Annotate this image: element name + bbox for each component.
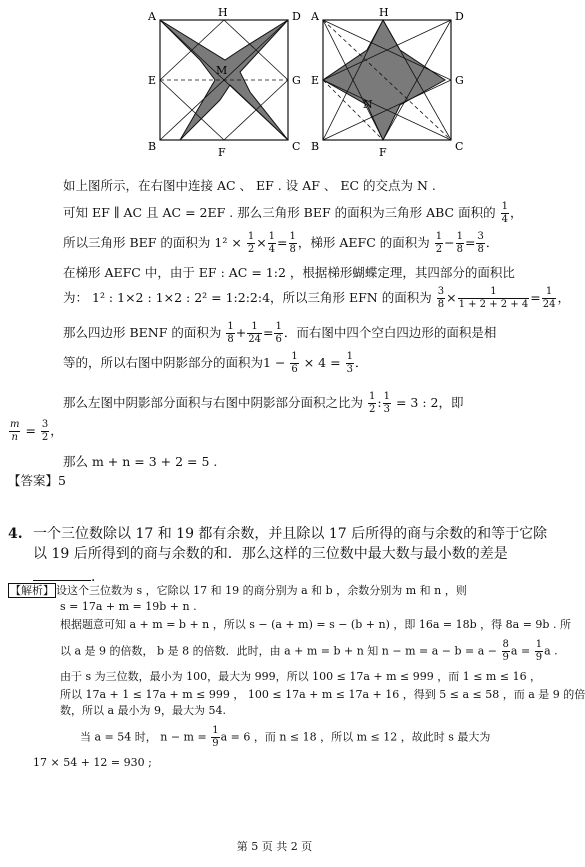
label-c: C	[292, 140, 301, 153]
label-d: D	[292, 10, 301, 23]
label-f: F	[379, 146, 387, 159]
fraction: $\frac{1}{4}$	[501, 201, 508, 225]
label-b: B	[148, 140, 157, 153]
analysis-line-6: 所以 17a + 1 ≤ 17a + m ≤ 999 ， 100 ≤ 17a + m ≤ 17a + 16 ，得到 5 ≤ a ≤ 58 ，而 a 是 9 的倍	[60, 688, 585, 701]
label-e: E	[148, 74, 157, 87]
right-figure	[305, 0, 475, 168]
analysis-line-5: 由于 s 为三位数，最小为 100，最大为 999，所以 100 ≤ 17a + m ≤ 999 ，而 1 ≤ m ≤ 16 ，	[60, 670, 542, 683]
solution-line-5: 为： 1² : 1×2 : 1×2 : 2² = 1:2:2:4，所以三角形 EFN 的面积为 $\frac{3}{8}$ × $\frac{1}{1 + 2 + 2 + 4}$ = $\frac{1}{24}$ ，	[63, 286, 570, 310]
solution-line-3: 所以三角形 BEF 的面积为 1² × $\frac{1}{2}$ × $\frac{1}{4}$ = $\frac{1}{8}$ ，梯形 AEFC 的面积为 $\frac{1}{2}$ − $\frac{1}{8}$ = $\frac{3}{8}$ ．	[63, 231, 499, 255]
label-m: M	[216, 64, 228, 77]
analysis-line-2: s = 17a + m = 19b + n .	[60, 600, 197, 613]
problem-blank: ．	[33, 566, 105, 587]
analysis-line-7: 数，所以 a 最小为 9，最大为 54.	[60, 704, 227, 717]
solution-line-4: 在梯形 AEFC 中，由于 EF : AC = 1:2 ，根据梯形蝴蝶定理，其四部分的面积比	[63, 265, 515, 280]
left-figure	[140, 0, 310, 168]
label-a: A	[311, 10, 319, 23]
analysis-line-8: 当 a = 54 时， n − m = $\frac{1}{9}$ a = 6 ，而 n ≤ 18 ，所以 m ≤ 12 ，故此时 s 最大为	[80, 725, 491, 749]
label-f: F	[218, 146, 226, 159]
analysis-line-1: 【解析】 设这个三位数为 s ，它除以 17 和 19 的商分别为 a 和 b ，余数分别为 m 和 n ，则	[10, 584, 467, 597]
solution-line-8: 那么左图中阴影部分面积与右图中阴影部分面积之比为 $\frac{1}{2}$ : $\frac{1}{3}$ = 3 : 2，即	[63, 391, 464, 415]
solution-line-2: 可知 EF ∥ AC 且 AC = 2EF . 那么三角形 BEF 的面积为三角形 ABC 面积的 $\frac{1}{4}$ ，	[63, 201, 523, 225]
analysis-line-9: 17 × 54 + 12 = 930 ;	[33, 756, 152, 769]
solution-line-7: 等的，所以右图中阴影部分的面积为1 − $\frac{1}{6}$ × 4 = $\frac{1}{3}$ ．	[63, 351, 368, 375]
label-h: H	[379, 6, 389, 19]
problem-line-2: 以 19 后所得到的商与余数的和．那么这样的三位数中最大数与最小数的差是	[33, 546, 508, 562]
solution-line-6: 那么四边形 BENF 的面积为 $\frac{1}{8}$ + $\frac{1}{24}$ = $\frac{1}{6}$ ．而右图中四个空白四边形的面积是相	[63, 321, 497, 345]
label-h: H	[218, 6, 228, 19]
label-n: N	[363, 98, 373, 111]
analysis-line-4: 以 a 是 9 的倍数， b 是 8 的倍数．此时，由 a + m = b + n 知 n − m = a − b = a − $\frac{8}{9}$ a = $\frac{1}{9}$ a .	[60, 639, 558, 663]
solution-line-10: 那么 m + n = 3 + 2 = 5 .	[63, 454, 218, 469]
label-c: C	[455, 140, 464, 153]
label-d: D	[455, 10, 464, 23]
solution-line-1: 如上图所示，在右图中连接 AC 、 EF . 设 AF 、 EC 的交点为 N .	[63, 178, 436, 193]
label-g: G	[292, 74, 301, 87]
problem-line-1: 一个三位数除以 17 和 19 都有余数，并且除以 17 后所得的商与余数的和等于它除	[33, 526, 548, 542]
analysis-line-3: 根据题意可知 a + m = b + n ，所以 s − (a + m) = s − (b + n) ，即 16a = 18b ，得 8a = 9b . 所	[60, 618, 571, 631]
right-shaded-star	[323, 20, 445, 140]
answer-line: 【答案】5	[8, 473, 66, 488]
page-footer: 第 5 页 共 2 页	[236, 840, 313, 853]
solution-line-9: $\frac{m}{n}$ = $\frac{3}{2}$ ，	[10, 419, 63, 443]
label-g: G	[455, 74, 464, 87]
label-a: A	[148, 10, 156, 23]
label-b: B	[311, 140, 320, 153]
answer-blank	[33, 566, 91, 581]
label-e: E	[311, 74, 320, 87]
problem-number: 4.	[8, 526, 23, 542]
analysis-tag: 【解析】	[10, 584, 54, 597]
